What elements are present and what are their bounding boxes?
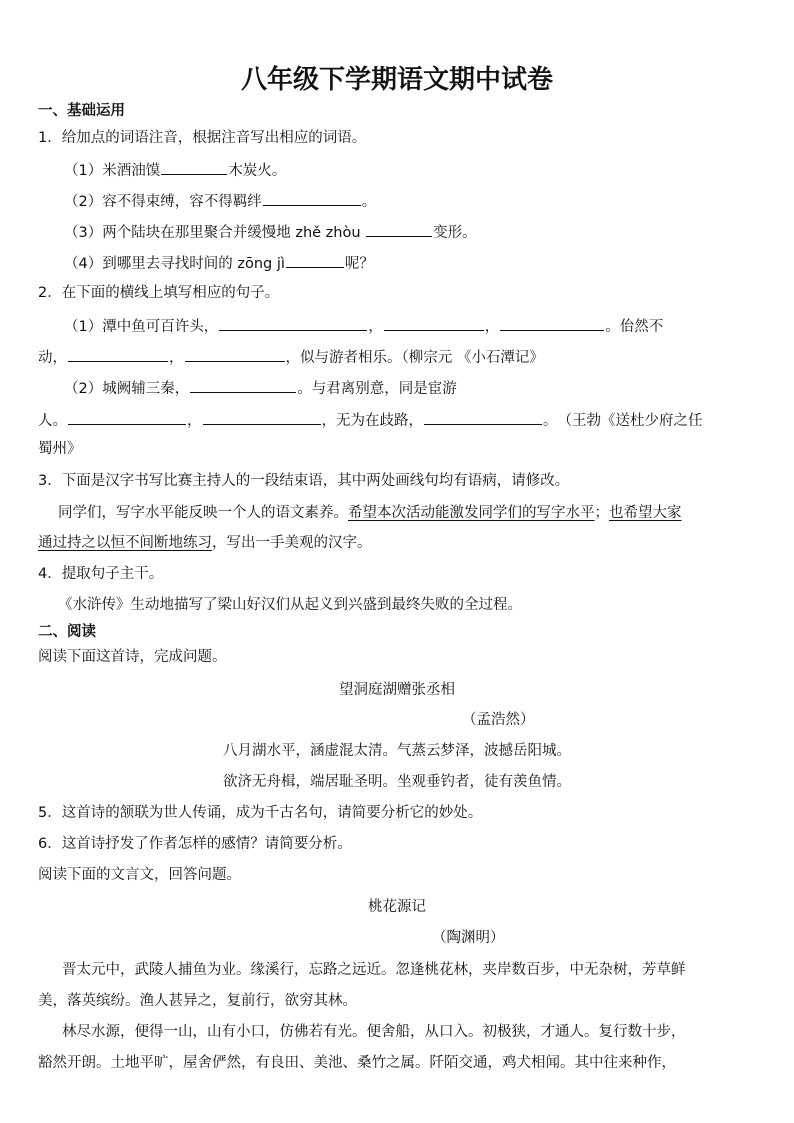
item-text: 。与君离别意，同是宦游 [297,381,457,397]
item-text: （2）城阙辅三秦， [64,381,190,397]
answer-blank[interactable] [161,160,227,175]
question-3-passage-line-1 [58,504,682,522]
item-text: （4）到哪里去寻找时间的 zōng jì [64,256,285,272]
question-3-passage-line-2 [38,534,372,552]
question-1-stem: 1．给加点的词语注音，根据注音写出相应的词语。 [38,130,367,146]
answer-blank[interactable] [68,347,168,362]
question-6: 6．这首诗抒发了作者怎样的感情？请简要分析。 [38,836,352,852]
question-1-item-3 [64,222,477,242]
prose-title: 桃花源记 [368,899,426,915]
question-5: 5．这首诗的颔联为世人传诵，成为千古名句，请简要分析它的妙处。 [38,805,483,821]
passage-text: 同学们，写字水平能反映一个人的语文素养。 [58,505,348,521]
poem-author: （孟浩然） [462,712,535,728]
item-text: （1）潭中鱼可百许头， [64,319,219,335]
item-text: ， [169,350,184,366]
item-text: 。佁然不 [605,319,664,335]
passage-text: ； [594,505,609,521]
section-heading-reading: 二、阅读 [38,624,96,640]
underlined-sentence-1: 希望本次活动能激发同学们的写字水平 [348,505,595,521]
item-text: ， [187,413,202,429]
item-text: ， [484,319,500,335]
prose-paragraph-1-line-2: 美，落英缤纷。渔人甚异之，复前行，欲穷其林。 [38,993,357,1009]
answer-blank[interactable] [500,316,604,331]
question-1-item-1 [64,160,286,180]
item-text: 动， [38,350,67,366]
reading-intro-poem: 阅读下面这首诗，完成问题。 [38,649,227,665]
item-text: 。 （王勃《送杜少府之任 [543,413,703,429]
question-2-item-1-line-1 [64,316,663,336]
answer-blank[interactable] [68,410,186,425]
answer-blank[interactable] [384,316,484,331]
question-1-item-4 [64,253,374,273]
item-text: ， [368,319,383,335]
question-3-stem: 3．下面是汉字书写比赛主持人的一段结束语，其中两处画线句均有语病，请修改。 [38,473,570,489]
item-text: ，无为在歧路， [321,413,423,429]
prose-paragraph-1-line-1: 晋太元中，武陵人捕鱼为业。缘溪行，忘路之远近。忽逢桃花林，夹岸数百步，中无杂树，芳草鲜 [62,962,686,978]
answer-blank[interactable] [286,253,344,268]
question-4-sentence: 《水浒传》生动地描写了梁山好汉们从起义到兴盛到最终失败的全过程。 [58,597,522,613]
answer-blank[interactable] [424,410,542,425]
item-text: 呢？ [344,256,374,272]
question-2-item-2-line-2 [38,410,703,430]
answer-blank[interactable] [203,410,321,425]
item-text: 木炭火。 [228,163,287,179]
underlined-sentence-2: 也希望大家 [609,505,682,521]
prose-author: （陶渊明） [432,930,505,946]
reading-intro-prose: 阅读下面的文言文，回答问题。 [38,867,241,883]
poem-line-1: 八月湖水平，涵虚混太清。气蒸云梦泽，波撼岳阳城。 [223,743,571,759]
item-text: ，似与游者相乐。（柳宗元 《小石潭记》 [285,350,544,366]
question-2-source: 蜀州》 [38,441,82,457]
page-title: 八年级下学期语文期中试卷 [240,65,553,95]
underlined-sentence-2-cont: 通过持之以恒不间断地练习 [38,535,212,551]
question-2-item-1-line-2 [38,347,544,367]
answer-blank[interactable] [190,378,296,393]
section-heading-basics: 一、基础运用 [38,103,125,119]
item-text: 人。 [38,413,67,429]
item-text: 变形。 [433,225,477,241]
question-2-stem: 2．在下面的横线上填写相应的句子。 [38,285,280,301]
question-1-item-2 [64,191,376,211]
question-4-stem: 4．提取句子主干。 [38,566,164,582]
prose-paragraph-2-line-2: 豁然开朗。土地平旷，屋舍俨然，有良田、美池、桑竹之属。阡陌交通，鸡犬相闻。其中往来种作， [38,1055,676,1071]
item-text: 。 [361,194,377,210]
item-text: （1）米酒油馍 [64,163,161,179]
passage-text: ，写出一手美观的汉字。 [212,535,372,551]
answer-blank[interactable] [366,222,432,237]
poem-title: 望洞庭湖赠张丞相 [339,682,455,698]
answer-blank[interactable] [263,191,361,206]
answer-blank[interactable] [185,347,285,362]
item-text: （3）两个陆块在那里聚合并缓慢地 zhě zhòu [64,225,361,241]
item-text: （2）容不得束缚，容不得羁绊 [64,194,262,210]
question-2-item-2-line-1 [64,378,457,398]
answer-blank[interactable] [219,316,367,331]
poem-line-2: 欲济无舟楫，端居耻圣明。坐观垂钓者，徒有羡鱼情。 [223,774,571,790]
prose-paragraph-2-line-1: 林尽水源，便得一山，山有小口，仿佛若有光。便舍船，从口入。初极狭，才通人。复行数十步， [62,1024,686,1040]
